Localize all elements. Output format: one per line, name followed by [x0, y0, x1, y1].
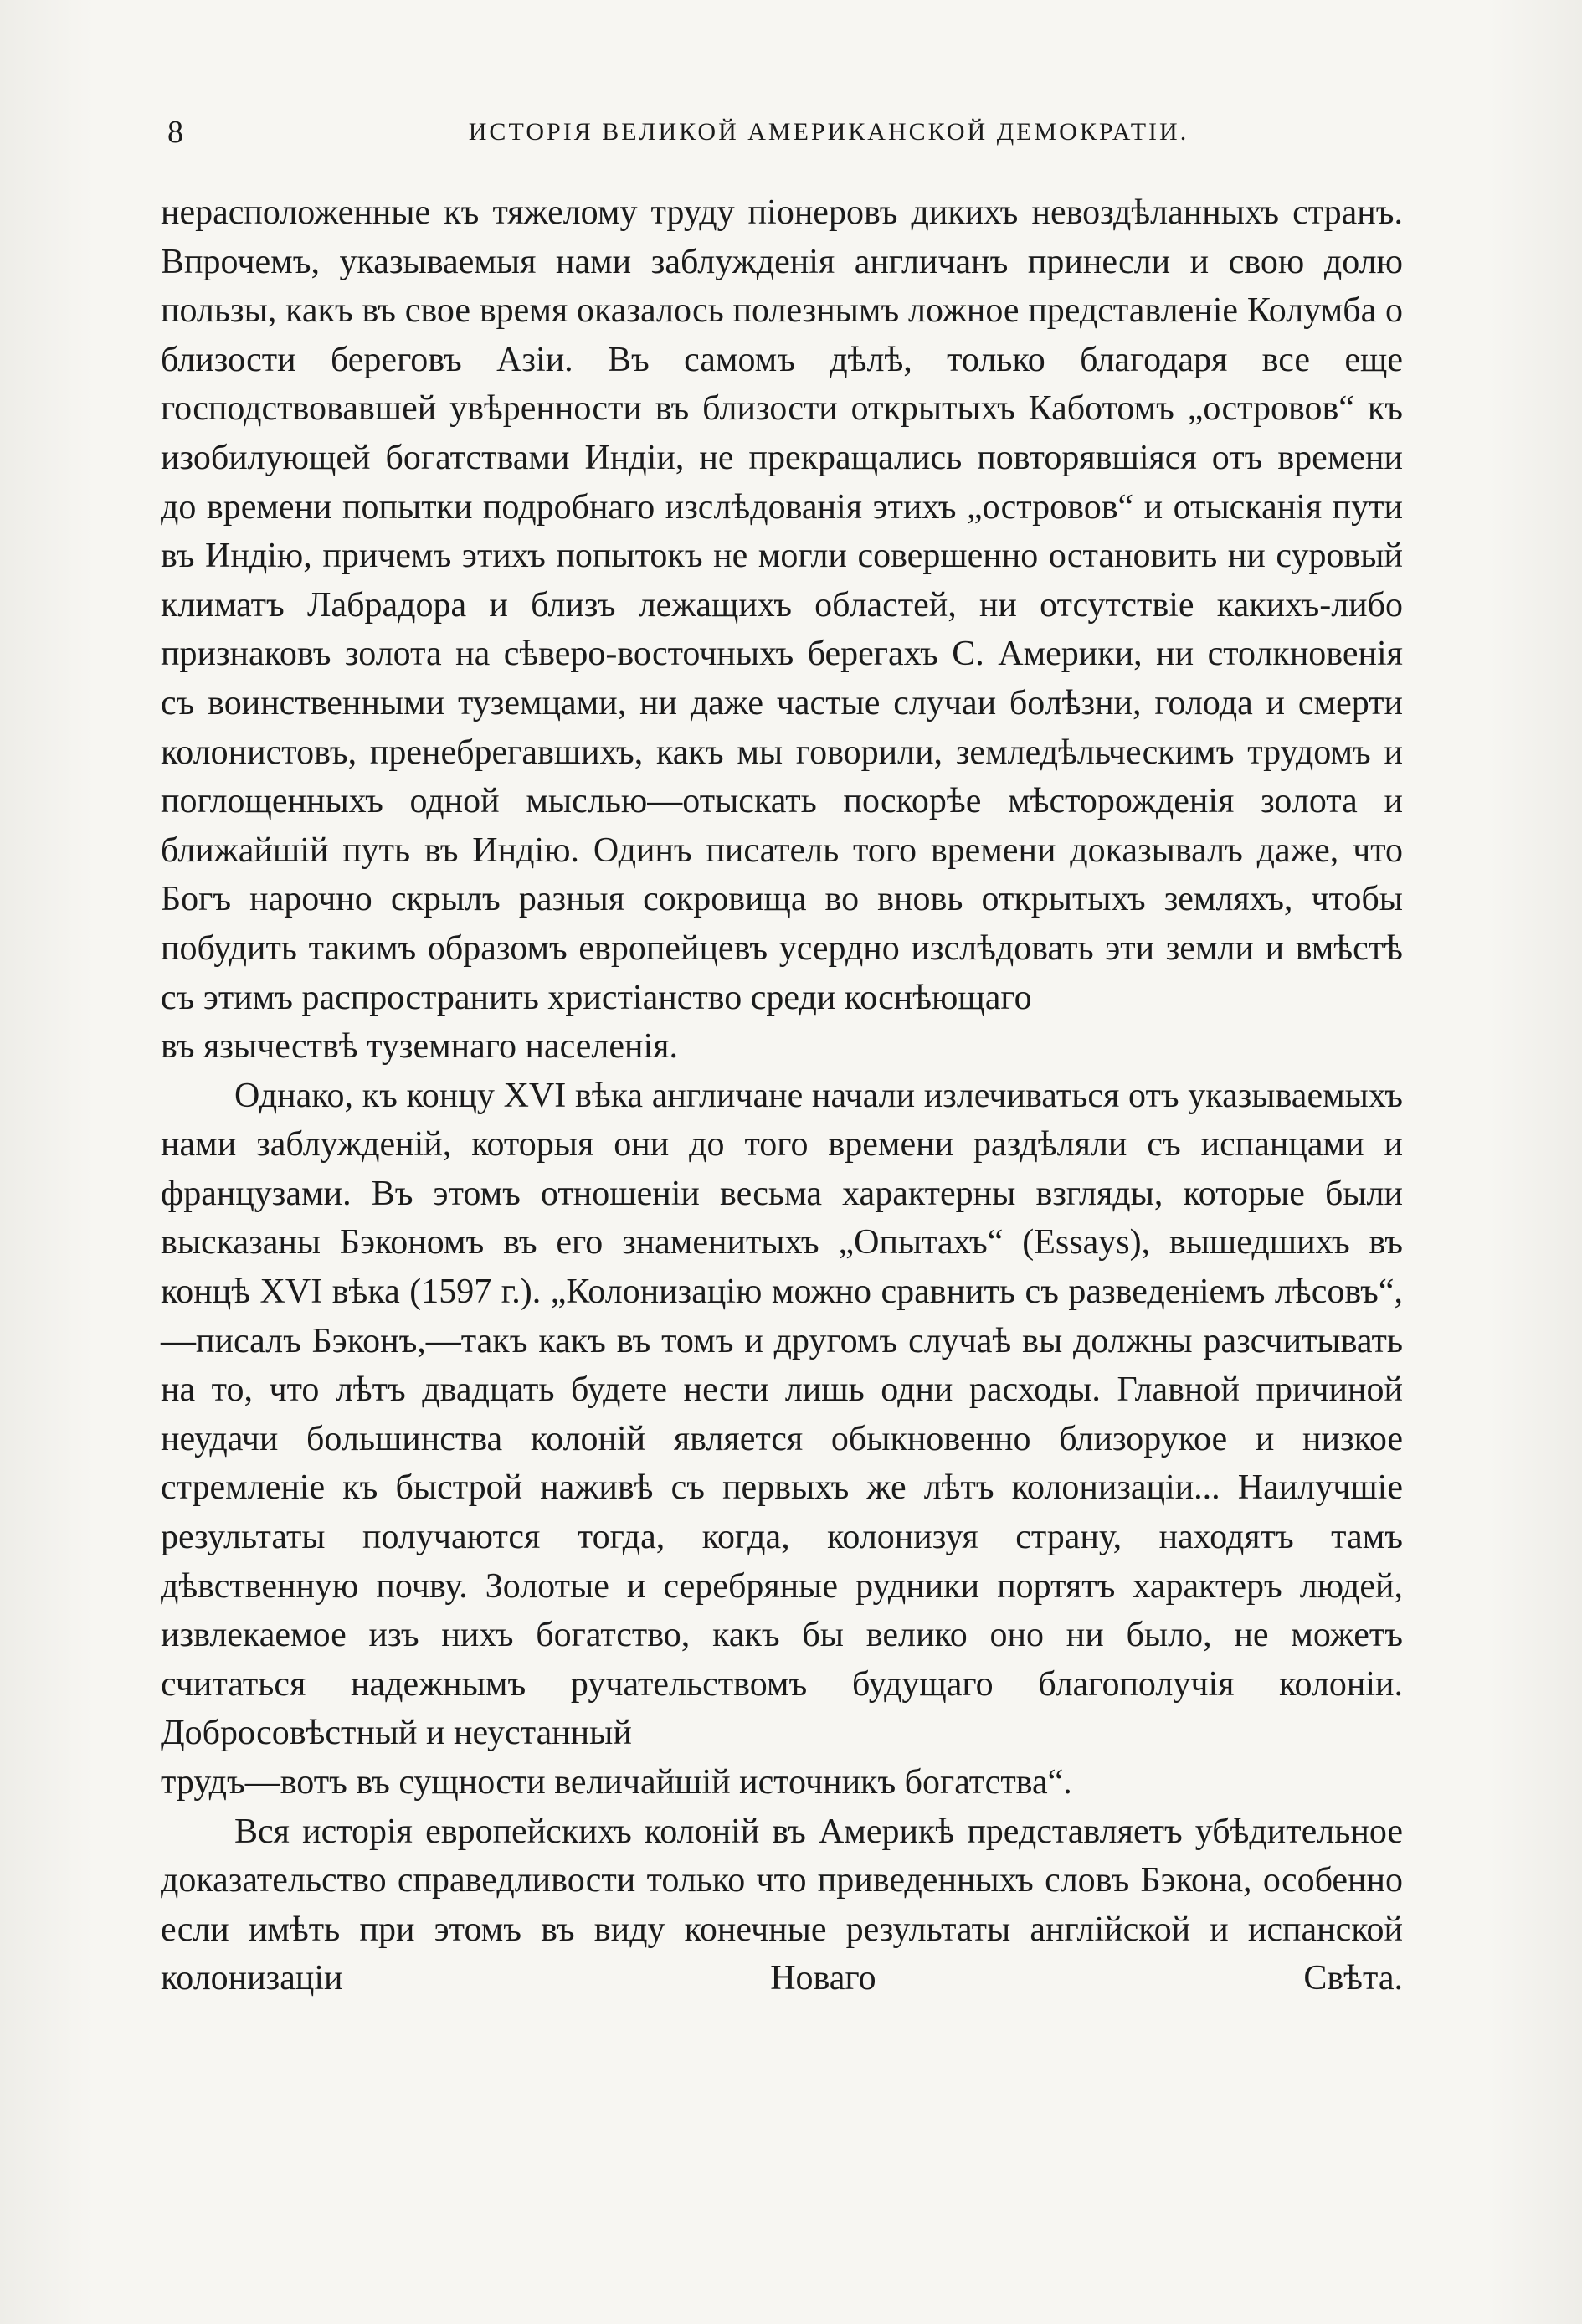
- page-number: 8: [167, 115, 183, 150]
- paragraph-3: [161, 1807, 1403, 2003]
- running-head: [167, 107, 1406, 157]
- paragraph-2-last-line: трудъ—вотъ въ сущности величайшій источникъ богатства“.: [161, 1763, 1072, 1802]
- paragraph-2-text: Однако, къ концу XVI вѣка англичане начали излечиваться отъ указываемыхъ нами заблужденій, которыя они до того времени раздѣляли съ испанцами и французами. Въ этомъ отношеніи весьма характерны взгляды, которые были высказаны Бэкономъ въ его знаменитыхъ „Опытахъ“ (Essays), вышедшихъ въ концѣ XVI вѣка (1597 г.). „Колонизацію можно сравнить съ разведеніемъ лѣсовъ“,—писалъ Бэконъ,—такъ какъ въ томъ и другомъ случаѣ вы должны разсчитывать на то, что лѣтъ двадцать будете нести лишь одни расходы. Главной причиной неудачи большинства колоній является обыкновенно близорукое и низкое стремленіе къ быстрой наживѣ съ первыхъ же лѣтъ колонизаціи... Наилучшіе результаты получаются тогда, когда, колонизуя страну, находятъ тамъ дѣвственную почву. Золотые и серебряные рудники портятъ характеръ людей, извлекаемое изъ нихъ богатство, какъ бы велико оно ни было, не можетъ считаться надежнымъ ручательствомъ будущаго благополучія колоніи. Добросовѣстный и неустанный: [161, 1076, 1403, 1753]
- paragraph-3-text: Вся исторія европейскихъ колоній въ Америкѣ представляетъ убѣдительное доказательство справедливости только что приведенныхъ словъ Бэкона, особенно если имѣть при этомъ въ виду конечные результаты англійской и испанской колонизаціи Новаго Свѣта.: [161, 1812, 1403, 1998]
- paragraph-1-text: нерасположенные къ тяжелому труду піонеровъ дикихъ невоздѣланныхъ странъ. Впрочемъ, указываемыя нами заблужденія англичанъ принесли и свою долю пользы, какъ въ свое время оказалось полезнымъ ложное представленіе Колумба о близости береговъ Азіи. Въ самомъ дѣлѣ, только благодаря все еще господствовавшей увѣренности въ близости открытыхъ Каботомъ „островов“ къ изобилующей богатствами Индіи, не прекращались повторявшіяся отъ времени до времени попытки подробнаго изслѣдованія этихъ „островов“ и отысканія пути въ Индію, причемъ этихъ попытокъ не могли совершенно остановить ни суровый климатъ Лабрадора и близъ лежащихъ областей, ни отсутствіе какихъ-либо признаковъ золота на сѣверо-восточныхъ берегахъ С. Америки, ни столкновенія съ воинственными туземцами, ни даже частые случаи болѣзни, голода и смерти колонистовъ, пренебрегавшихъ, какъ мы говорили, земледѣльческимъ трудомъ и поглощенныхъ одной мыслью—отыскать поскорѣе мѣсторожденія золота и ближайшій путь въ Индію. Одинъ писатель того времени доказывалъ даже, что Богъ нарочно скрылъ разныя сокровища во вновь открытыхъ земляхъ, чтобы побудить такимъ образомъ европейцевъ усердно изслѣдовать эти земли и вмѣстѣ съ этимъ распространить христіанство среди коснѣющаго: [161, 193, 1403, 1017]
- running-title: ИСТОРІЯ ВЕЛИКОЙ АМЕРИКАНСКОЙ ДЕМОКРАТІИ.: [468, 118, 1189, 146]
- paragraph-2: [161, 1072, 1403, 1807]
- paragraph-1: [161, 188, 1403, 1072]
- paragraph-1-last-line: въ язычествѣ туземнаго населенія.: [161, 1027, 678, 1067]
- body-text: [161, 188, 1403, 2003]
